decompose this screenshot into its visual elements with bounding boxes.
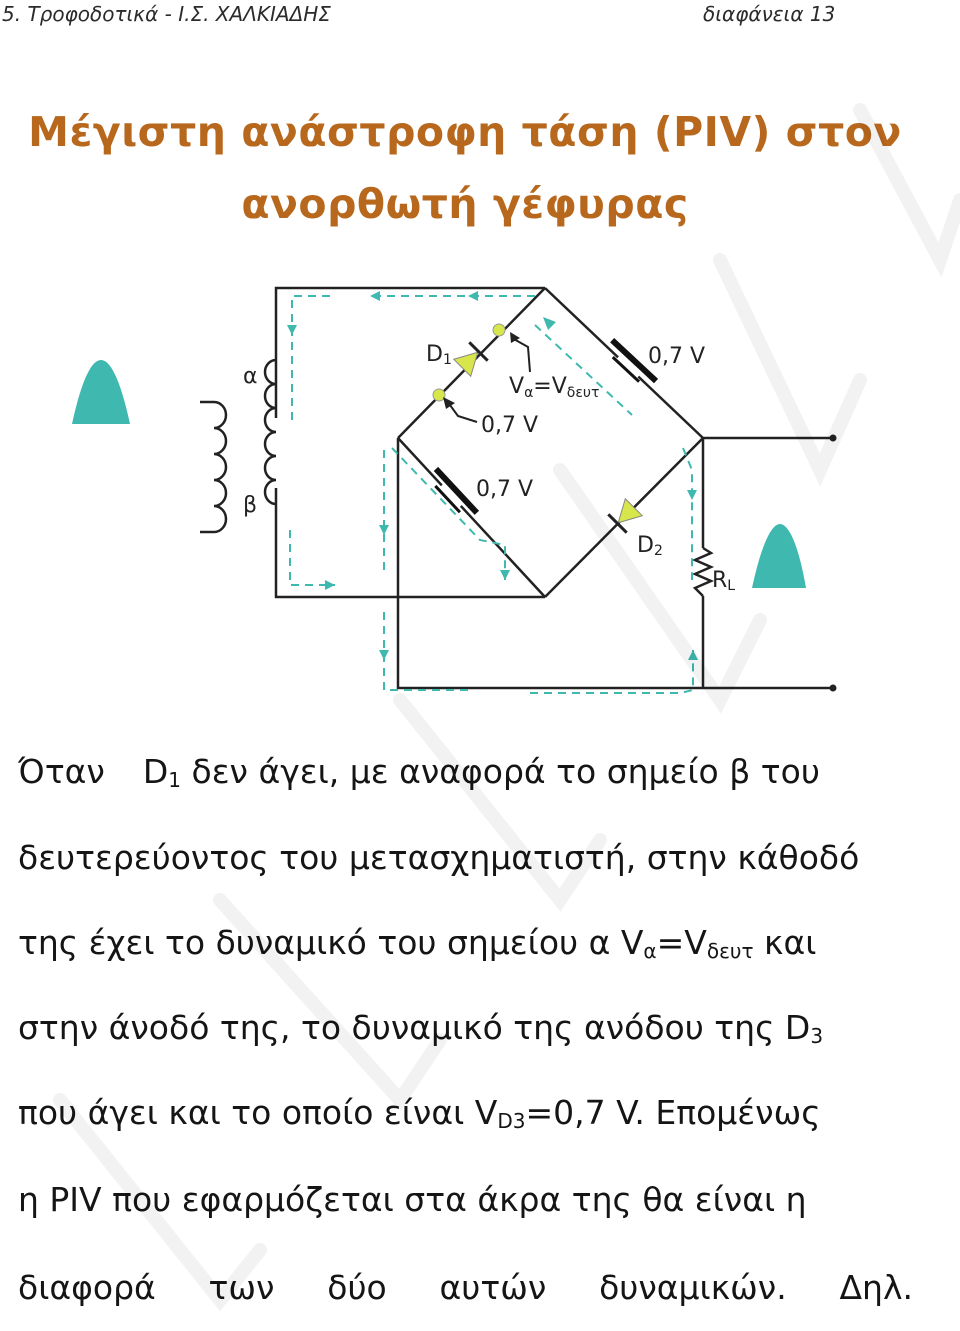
pointer-va: [512, 338, 530, 372]
label-07v-d1: 0,7 V: [481, 413, 539, 438]
body-line-5: που άγει και το οποίο είναι $V_{D3}=0,7$ V. Επομένως: [18, 1093, 821, 1133]
label-07v-d4: 0,7 V: [648, 344, 706, 369]
label-07v-d3: 0,7 V: [476, 477, 534, 502]
body-word-otan: Όταν: [18, 752, 105, 791]
output-waveform-icon: [752, 524, 806, 588]
circuit-wires: [276, 288, 833, 688]
wire-top: [276, 288, 545, 418]
transformer: [200, 360, 276, 532]
output-terminal-top: [830, 435, 837, 442]
primary-coil: [214, 402, 226, 532]
point-anode-d1: [433, 389, 445, 401]
label-rl: RL: [712, 568, 736, 594]
body-line-7: διαφορά των δύο αυτών δυναμικών. Δηλ.: [18, 1268, 913, 1307]
wire-bottom: [276, 488, 545, 597]
load-resistor-icon: [695, 548, 711, 596]
current-flow-arrowheads: [287, 291, 698, 660]
body-line-1: Όταν $D_1$ δεν άγει, με αναφορά το σημείο β του: [18, 752, 820, 792]
body-line-6: η PIV που εφαρμόζεται στα άκρα της θα είναι η: [18, 1180, 807, 1219]
label-alpha: α: [243, 364, 258, 389]
diode-d1-icon: [453, 342, 488, 377]
body-line-4: στην άνοδό της, το δυναμικό της ανόδου της $D_3$: [18, 1008, 824, 1048]
label-va-eq-vdeyt: Vα=Vδευτ: [509, 374, 600, 401]
title-line-2: ανορθωτή γέφυρας: [241, 180, 689, 228]
wire-d3-branch: [398, 438, 545, 597]
bridge-rectifier-diagram: [0, 270, 960, 700]
body-line-3: της έχει το δυναμικό του σημείου α $V_\alpha=V_{\delta\varepsilon\upsilon\tau}$ και: [18, 923, 817, 963]
input-waveform-icon: [72, 360, 130, 424]
secondary-coil: [265, 360, 276, 504]
label-d2: D2: [637, 533, 663, 559]
point-cathode-d1: [493, 324, 505, 336]
output-terminal-bottom: [830, 685, 837, 692]
label-beta: β: [243, 493, 258, 518]
title-line-1: Μέγιστη ανάστροφη τάση (PIV) στον: [28, 108, 902, 156]
header-left: 5. Τροφοδοτικά - Ι.Σ. ΧΑΛΚΙΑΔΗΣ: [2, 2, 331, 26]
body-line-2: δευτερεύοντος του μετασχηματιστή, στην κάθοδό: [18, 838, 860, 877]
header-slide-number: διαφάνεια 13: [703, 2, 836, 26]
label-d1: D1: [426, 342, 452, 368]
